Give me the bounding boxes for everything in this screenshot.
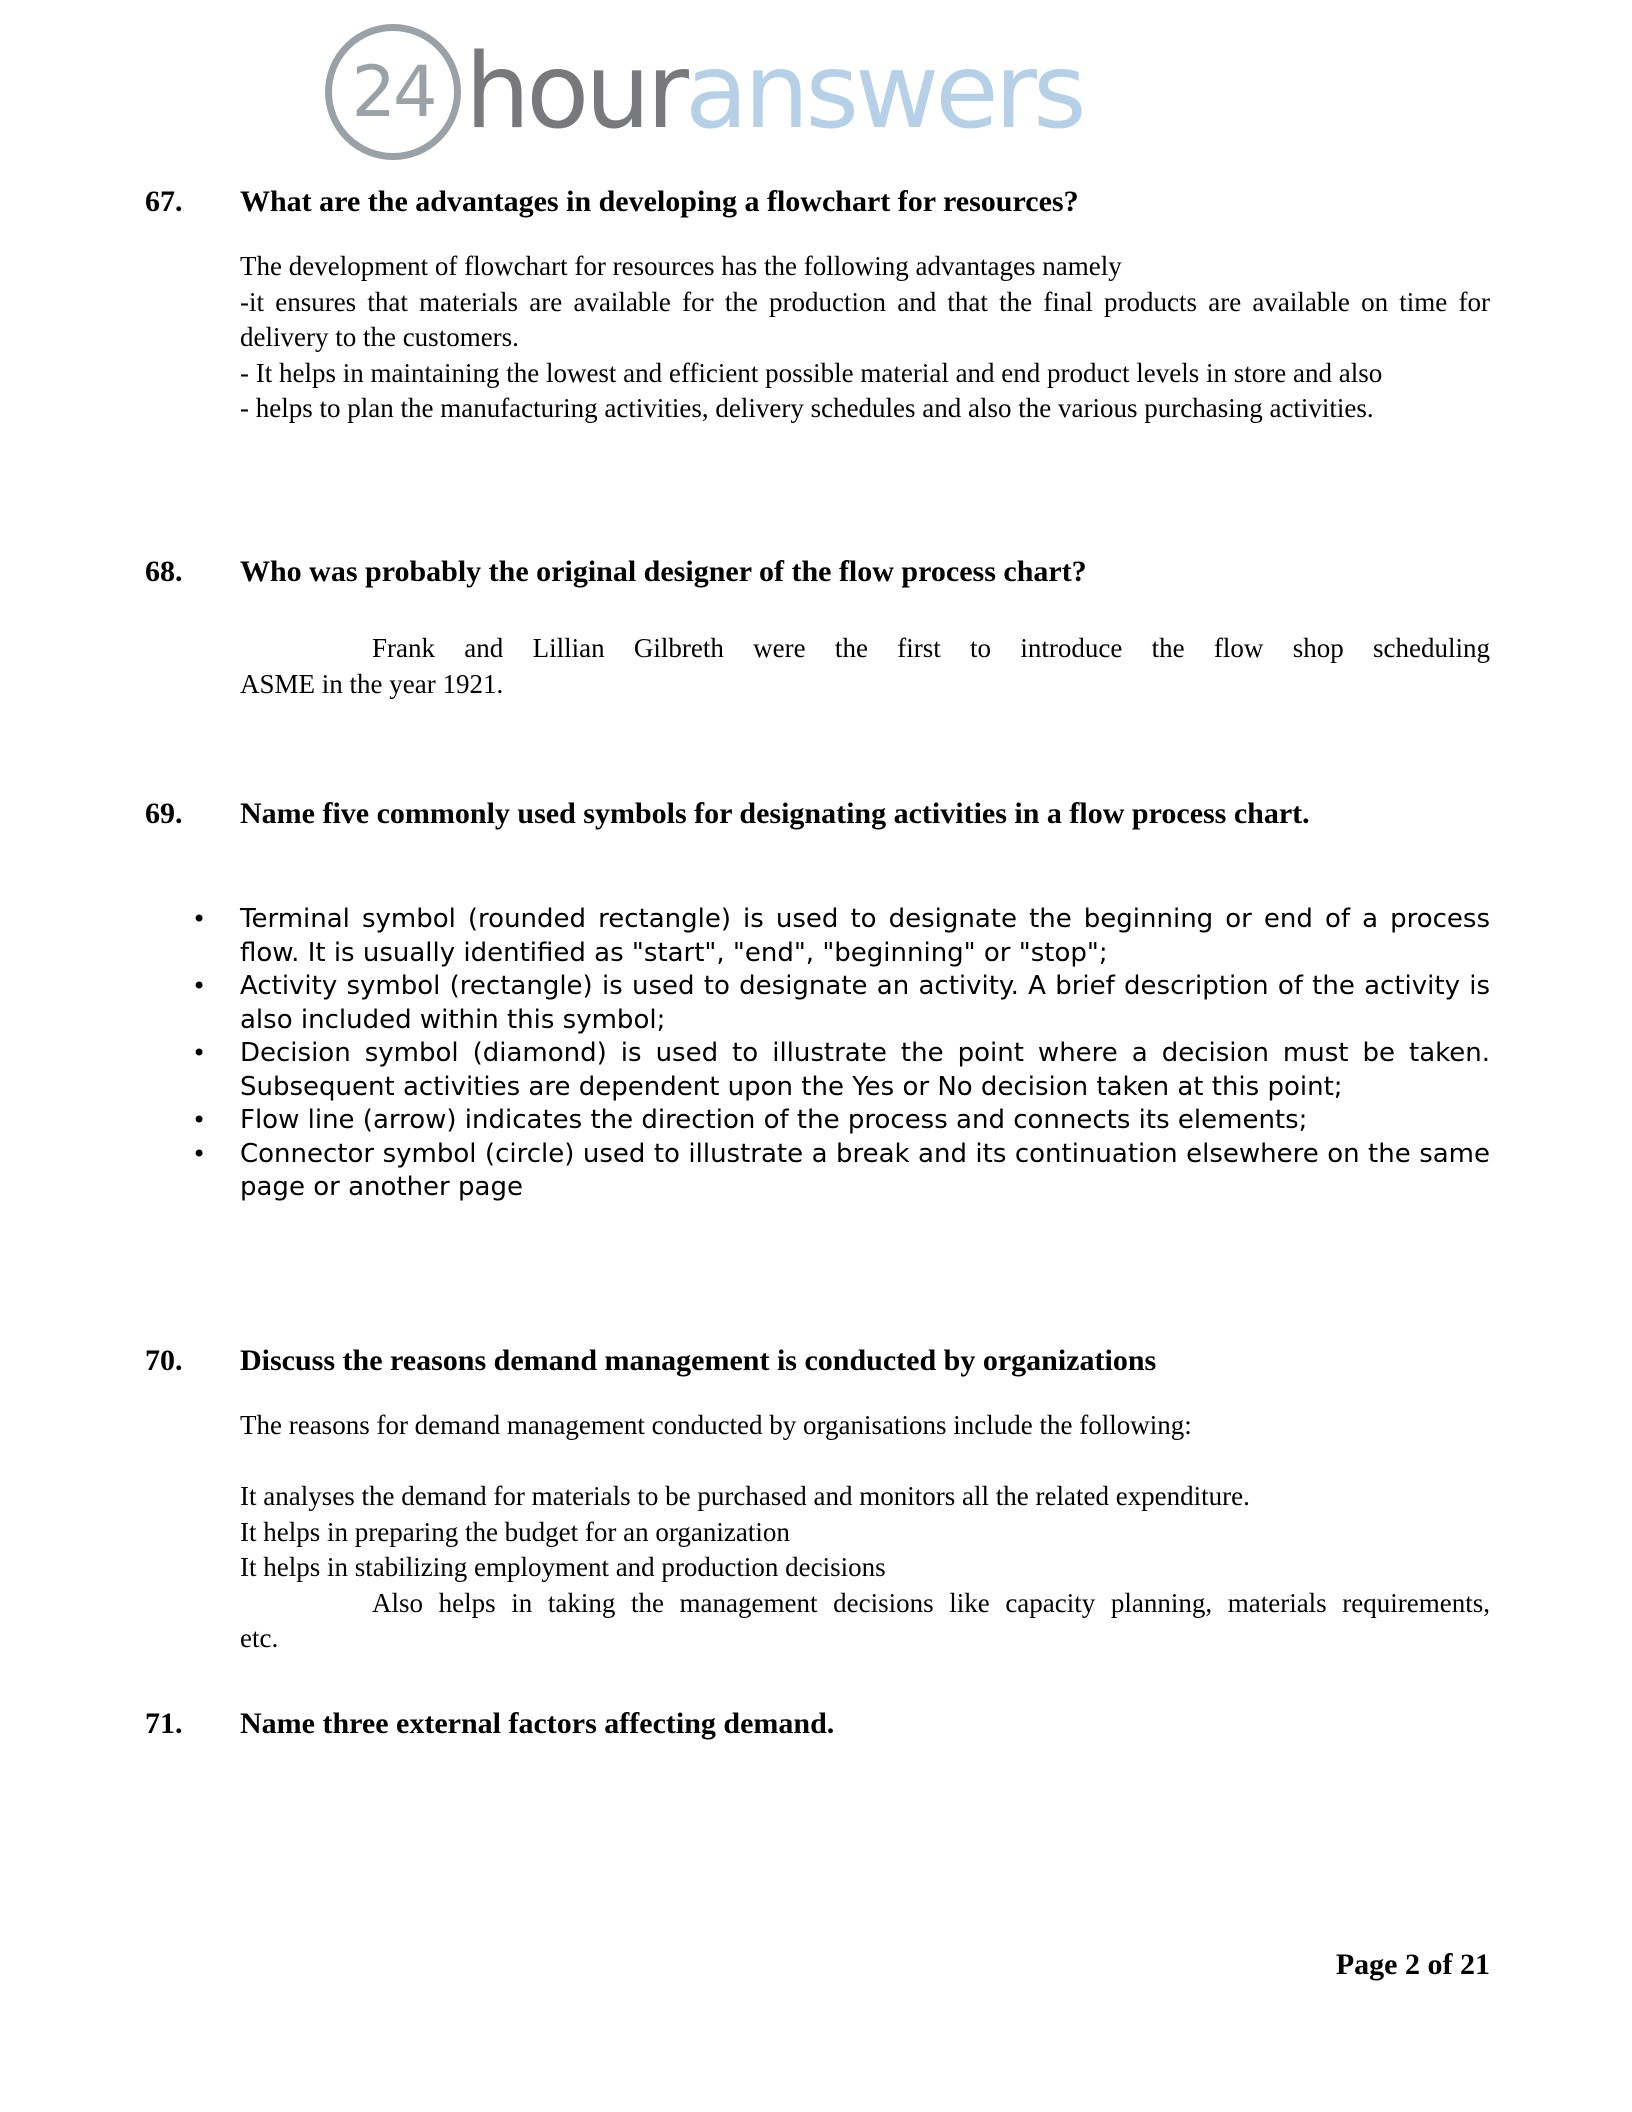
question-69-title: Name five commonly used symbols for designating activities in a flow process chart. bbox=[240, 797, 1310, 830]
question-70-title: Discuss the reasons demand management is conducted by organizations bbox=[240, 1344, 1157, 1377]
bullet-text: Terminal symbol (rounded rectangle) is used to designate the beginning or end of a process flow. It is usually identified as "start", "end", "beginning" or "stop"; bbox=[240, 904, 1490, 968]
logo-word-hour: hour bbox=[465, 31, 685, 152]
bullet-item bbox=[192, 1104, 1490, 1138]
question-68-answer bbox=[108, 631, 1490, 702]
question-69-number: 69. bbox=[145, 797, 183, 830]
bullet-item bbox=[192, 970, 1490, 1037]
bullet-item bbox=[192, 1138, 1490, 1205]
bullet-text: Activity symbol (rectangle) is used to designate an activity. A brief description of the activity is also included within this symbol; bbox=[240, 971, 1490, 1035]
bullet-marker: • bbox=[192, 1139, 207, 1168]
bullet-text: Connector symbol (circle) used to illustrate a break and its continuation elsewhere on the same page or another page bbox=[240, 1138, 1490, 1202]
symbol-bullet-list bbox=[108, 903, 1490, 1205]
answer-paragraph: ASME in the year 1921. bbox=[240, 668, 504, 699]
bullet-text: Decision symbol (diamond) is used to illustrate the point where a decision must be taken. Subsequent activities are dependent upon the Yes or No decision taken at this point; bbox=[240, 1038, 1490, 1102]
question-68-title: Who was probably the original designer of the flow process chart? bbox=[240, 555, 1087, 588]
question-71 bbox=[108, 1705, 1490, 1743]
question-68-number: 68. bbox=[145, 555, 183, 588]
question-70 bbox=[108, 1342, 1490, 1657]
answer-paragraph: Frank and Lillian Gilbreth were the first to introduce the flow shop scheduling bbox=[372, 633, 1490, 663]
question-71-number: 71. bbox=[145, 1707, 183, 1740]
bullet-item bbox=[192, 903, 1490, 970]
answer-paragraph: It helps in stabilizing employment and production decisions bbox=[240, 1552, 886, 1582]
question-71-title: Name three external factors affecting demand. bbox=[240, 1707, 835, 1740]
answer-paragraph: The reasons for demand management conducted by organisations include the following: bbox=[240, 1410, 1192, 1440]
bullet-marker: • bbox=[192, 1039, 207, 1067]
question-70-answer bbox=[108, 1408, 1490, 1657]
question-67-number: 67. bbox=[145, 185, 183, 218]
logo-number: 24 bbox=[351, 51, 435, 133]
question-67 bbox=[108, 183, 1490, 427]
logo-word-answers: answers bbox=[684, 31, 1083, 152]
answer-paragraph: - helps to plan the manufacturing activities, delivery schedules and also the various purchasing activities. bbox=[240, 393, 1374, 423]
question-67-answer bbox=[108, 249, 1490, 427]
blank-line bbox=[108, 1444, 1490, 1480]
answer-paragraph: The development of flowchart for resources has the following advantages namely bbox=[240, 251, 1122, 281]
answer-paragraph: It helps in preparing the budget for an organization bbox=[240, 1516, 790, 1547]
bullet-marker: • bbox=[192, 972, 207, 1000]
answer-paragraph: -it ensures that materials are available for the production and that the final products are available on time for delivery to the customers. bbox=[240, 286, 1490, 352]
bullet-text: Flow line (arrow) indicates the direction of the process and connects its elements; bbox=[240, 1105, 1308, 1135]
logo-24-circle bbox=[325, 24, 461, 160]
question-70-number: 70. bbox=[145, 1344, 183, 1377]
page-number: Page 2 of 21 bbox=[1335, 1948, 1490, 1981]
question-67-title: What are the advantages in developing a flowchart for resources? bbox=[240, 185, 1079, 218]
question-68 bbox=[108, 553, 1490, 702]
answer-paragraph: Also helps in taking the management decisions like capacity planning, materials requirements, bbox=[372, 1587, 1490, 1618]
answer-paragraph: etc. bbox=[240, 1623, 279, 1653]
bullet-marker: • bbox=[192, 1106, 207, 1134]
logo bbox=[325, 24, 1083, 160]
bullet-marker: • bbox=[192, 905, 207, 933]
logo-wordmark bbox=[465, 31, 1083, 152]
question-69 bbox=[108, 795, 1490, 1205]
answer-paragraph: - It helps in maintaining the lowest and efficient possible material and end product levels in store and also bbox=[240, 357, 1383, 388]
bullet-item bbox=[192, 1037, 1490, 1104]
answer-paragraph: It analyses the demand for materials to be purchased and monitors all the related expenditure. bbox=[240, 1481, 1250, 1511]
